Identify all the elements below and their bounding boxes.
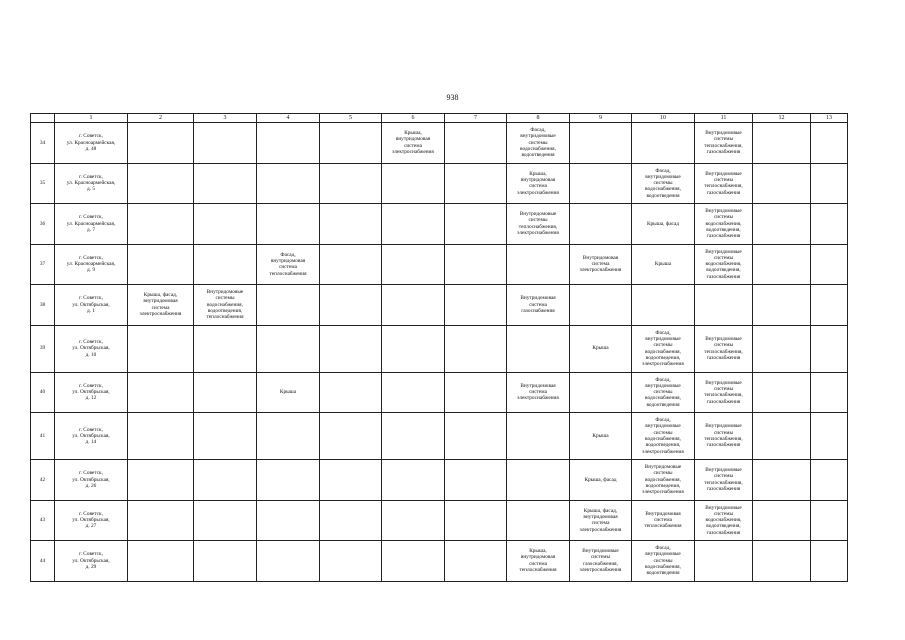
work-cell [570,500,632,541]
work-cell [753,541,811,582]
cell-text: Крыша [654,261,672,268]
row-number: 44 [31,541,55,582]
work-cell [257,460,320,501]
cell-text: Внутридомовая система теплоснабжения [644,510,682,530]
repair-schedule-table [30,113,848,582]
work-cell [570,413,632,460]
work-cell [811,541,848,582]
table-row [31,372,848,413]
work-cell [811,500,848,541]
column-header: 13 [811,114,848,123]
work-cell [507,325,570,372]
cell-text: Крыша [592,345,609,352]
table-row [31,244,848,285]
cell-text: Крыша, внутридомовая система теплоснабжения [519,548,557,574]
cell-text: г. Советск, ул. Октябрьская, д. 27 [72,510,110,530]
column-header-row [31,114,848,123]
work-cell [382,163,445,204]
work-cell [128,123,194,164]
cell-text: Внутридомовые системы теплоснабжения, газоснабжения [704,423,743,449]
work-cell [320,500,382,541]
work-cell [128,285,194,326]
work-cell [570,204,632,245]
address-cell [55,163,128,204]
work-cell [257,123,320,164]
row-number: 37 [31,244,55,285]
table-row [31,123,848,164]
work-cell [382,460,445,501]
work-cell [753,413,811,460]
work-cell [507,163,570,204]
address-cell [55,413,128,460]
address-cell [55,204,128,245]
work-cell [570,123,632,164]
work-cell [811,413,848,460]
address-cell [55,325,128,372]
cell-text: Внутридомовые системы водоснабжения, водоотведения, газоснабжения [705,504,742,536]
cell-text: Крыша, фасад [646,220,680,227]
cell-text: Фасад, внутридомовые системы водоснабжения, водоотведения [645,545,681,577]
work-cell [257,244,320,285]
work-cell [382,123,445,164]
work-cell [128,163,194,204]
work-cell [507,204,570,245]
work-cell [695,285,753,326]
cell-text: Крыша [279,389,297,396]
cell-text: Внутридомовая система электроснабжения [579,254,622,274]
work-cell [811,372,848,413]
work-cell [128,244,194,285]
work-cell [194,163,257,204]
work-cell [194,460,257,501]
column-header: 1 [55,114,128,123]
work-cell [811,325,848,372]
work-cell [194,325,257,372]
cell-text: Внутридомовые системы водоснабжения, водоотведения, электроснабжения [642,464,684,496]
work-cell [128,204,194,245]
work-cell [445,244,507,285]
cell-text: Фасад, внутридомовые системы водоснабжения, водоотведения, электроснабжения [642,417,684,455]
cell-text: Внутридомовая система газоснабжения [520,295,556,314]
column-header: 12 [753,114,811,123]
cell-text: Внутридомовые системы водоснабжения, водоотведения, газоснабжения [705,248,742,280]
work-cell [320,244,382,285]
work-cell [507,372,570,413]
column-header: 3 [194,114,257,123]
row-number: 35 [31,163,55,204]
address-cell [55,244,128,285]
cell-text: г. Советск, ул. Октябрьская, д. 1 [72,295,110,314]
work-cell [445,204,507,245]
work-cell [257,204,320,245]
work-cell [445,123,507,164]
work-cell [445,413,507,460]
cell-text: Крыша, фасад [584,476,617,483]
work-cell [570,163,632,204]
row-number: 39 [31,325,55,372]
work-cell [128,372,194,413]
row-number: 40 [31,372,55,413]
column-header: 8 [507,114,570,123]
cell-text: г. Советск, ул. Октябрьская, д. 10 [72,339,110,358]
work-cell [507,285,570,326]
work-cell [632,413,695,460]
table-row [31,204,848,245]
cell-text: г. Советск, ул. Октябрьская, д. 12 [72,382,110,402]
work-cell [695,460,753,501]
cell-text: Крыша [592,432,609,439]
work-cell [753,460,811,501]
work-cell [445,460,507,501]
cell-text: г. Советск, ул. Красноармейская, д. 5 [66,173,116,193]
cell-text: Внутридомовые системы водоснабжения, водоотведения, теплоснабжения [206,289,244,321]
column-header: 2 [128,114,194,123]
cell-text: Внутридомовые системы теплоснабжения, газоснабжения [704,130,743,156]
work-cell [695,413,753,460]
work-cell [632,285,695,326]
work-cell [194,541,257,582]
work-cell [445,163,507,204]
cell-text: Внутридомовые системы водоснабжения, водоотведения, газоснабжения [705,208,742,240]
work-cell [632,460,695,501]
work-cell [320,372,382,413]
cell-text: Внутридомовые системы теплоснабжения, газоснабжения [704,379,743,405]
work-cell [445,285,507,326]
work-cell [632,325,695,372]
table-row [31,285,848,326]
work-cell [695,123,753,164]
work-cell [507,460,570,501]
work-cell [128,500,194,541]
cell-text: Фасад, внутридомовая система теплоснабжения [269,251,307,277]
work-cell [695,372,753,413]
work-cell [382,413,445,460]
address-cell [55,372,128,413]
work-cell [194,123,257,164]
work-cell [445,325,507,372]
cell-text: Внутридомовая система электроснабжения [517,382,559,402]
cell-text: г. Советск, ул. Октябрьская, д. 14 [72,426,110,446]
row-number: 42 [31,460,55,501]
table-row [31,413,848,460]
cell-text: Фасад, внутридомовые системы водоснабжения, водоотведения [645,167,681,199]
work-cell [194,500,257,541]
work-cell [128,413,194,460]
column-header: 10 [632,114,695,123]
cell-text: Внутридомовые системы теплоснабжения, газоснабжения [704,467,743,493]
work-cell [257,163,320,204]
work-cell [570,541,632,582]
row-number: 36 [31,204,55,245]
cell-text: г. Советск, ул. Красноармейская, д. 7 [66,214,116,233]
work-cell [320,204,382,245]
table-row [31,541,848,582]
work-cell [445,541,507,582]
work-cell [811,460,848,501]
row-number: 34 [31,123,55,164]
cell-text: г. Советск, ул. Октябрьская, д. 26 [72,470,110,489]
work-cell [257,500,320,541]
work-cell [445,372,507,413]
row-number: 38 [31,285,55,326]
work-cell [194,204,257,245]
work-cell [570,460,632,501]
cell-text: Внутридомовые системы газоснабжения, электроснабжения [579,548,622,574]
work-cell [753,325,811,372]
work-cell [695,325,753,372]
work-cell [194,244,257,285]
work-cell [507,413,570,460]
address-cell [55,541,128,582]
work-cell [382,541,445,582]
work-cell [632,123,695,164]
address-cell [55,460,128,501]
work-cell [570,244,632,285]
table-row [31,163,848,204]
work-cell [320,163,382,204]
page-number: 938 [446,93,459,102]
work-cell [382,372,445,413]
work-cell [811,123,848,164]
work-cell [632,372,695,413]
work-cell [695,244,753,285]
work-cell [695,500,753,541]
work-cell [811,244,848,285]
work-cell [632,204,695,245]
cell-text: Крыша, фасад, внутридомовая система электроснабжения [139,292,182,318]
work-cell [632,541,695,582]
work-cell [382,285,445,326]
table-row [31,460,848,501]
work-cell [128,460,194,501]
work-cell [753,123,811,164]
work-cell [811,163,848,204]
cell-text: Крыша, внутридомовая система электроснабжения [392,130,434,156]
work-cell [753,500,811,541]
work-cell [382,244,445,285]
cell-text: г. Советск, ул. Красноармейская, д. 9 [66,254,116,274]
work-cell [507,123,570,164]
work-cell [320,123,382,164]
work-cell [507,244,570,285]
work-cell [753,372,811,413]
work-cell [320,325,382,372]
work-cell [753,285,811,326]
work-cell [257,325,320,372]
work-cell [695,204,753,245]
work-cell [695,163,753,204]
cell-text: Внутридомовые системы теплоснабжения, газоснабжения [704,170,743,196]
address-cell [55,285,128,326]
column-header: 9 [570,114,632,123]
work-cell [753,163,811,204]
work-cell [382,325,445,372]
work-cell [320,413,382,460]
column-header: 7 [445,114,507,123]
work-cell [570,325,632,372]
work-cell [257,285,320,326]
work-cell [445,500,507,541]
work-cell [382,204,445,245]
work-cell [194,413,257,460]
work-cell [128,541,194,582]
work-cell [194,285,257,326]
cell-text: Фасад, внутридомовые системы водоснабжения, водоотведения [520,127,556,159]
column-header: 11 [695,114,753,123]
cell-text: Фасад, внутридомовые системы водоснабжения, водоотведения, электроснабжения [642,329,684,368]
address-cell [55,123,128,164]
table-body [31,123,848,582]
work-cell [257,372,320,413]
work-cell [753,204,811,245]
column-header: 6 [382,114,445,123]
row-number: 41 [31,413,55,460]
work-cell [570,285,632,326]
work-cell [128,325,194,372]
work-cell [632,500,695,541]
work-cell [570,372,632,413]
cell-text: Крыша, внутридомовая система электроснабжения [517,170,559,196]
work-cell [257,413,320,460]
column-header: 4 [257,114,320,123]
table-row [31,500,848,541]
table-row [31,325,848,372]
work-cell [194,372,257,413]
work-cell [632,163,695,204]
work-cell [257,541,320,582]
address-cell [55,500,128,541]
work-cell [695,541,753,582]
cell-text: Крыша, фасад, внутридомовая система электроснабжения [579,507,622,533]
cell-text: Внутридомовые системы теплоснабжения, газоснабжения [704,335,743,361]
work-cell [811,204,848,245]
work-cell [382,500,445,541]
work-cell [320,460,382,501]
row-number: 43 [31,500,55,541]
work-cell [753,244,811,285]
work-cell [320,541,382,582]
cell-text: Внутридомовые системы теплоснабжения, электроснабжения [517,211,559,237]
work-cell [811,285,848,326]
column-header: 5 [320,114,382,123]
column-header [31,114,55,123]
work-cell [320,285,382,326]
cell-text: Фасад, внутридомовые системы водоснабжения, водоотведения [645,376,681,408]
cell-text: г. Советск, ул. Октябрьская, д. 29 [72,551,110,570]
work-cell [507,541,570,582]
work-cell [507,500,570,541]
work-cell [632,244,695,285]
cell-text: г. Советск, ул. Красноармейская, д. 48 [66,133,116,152]
